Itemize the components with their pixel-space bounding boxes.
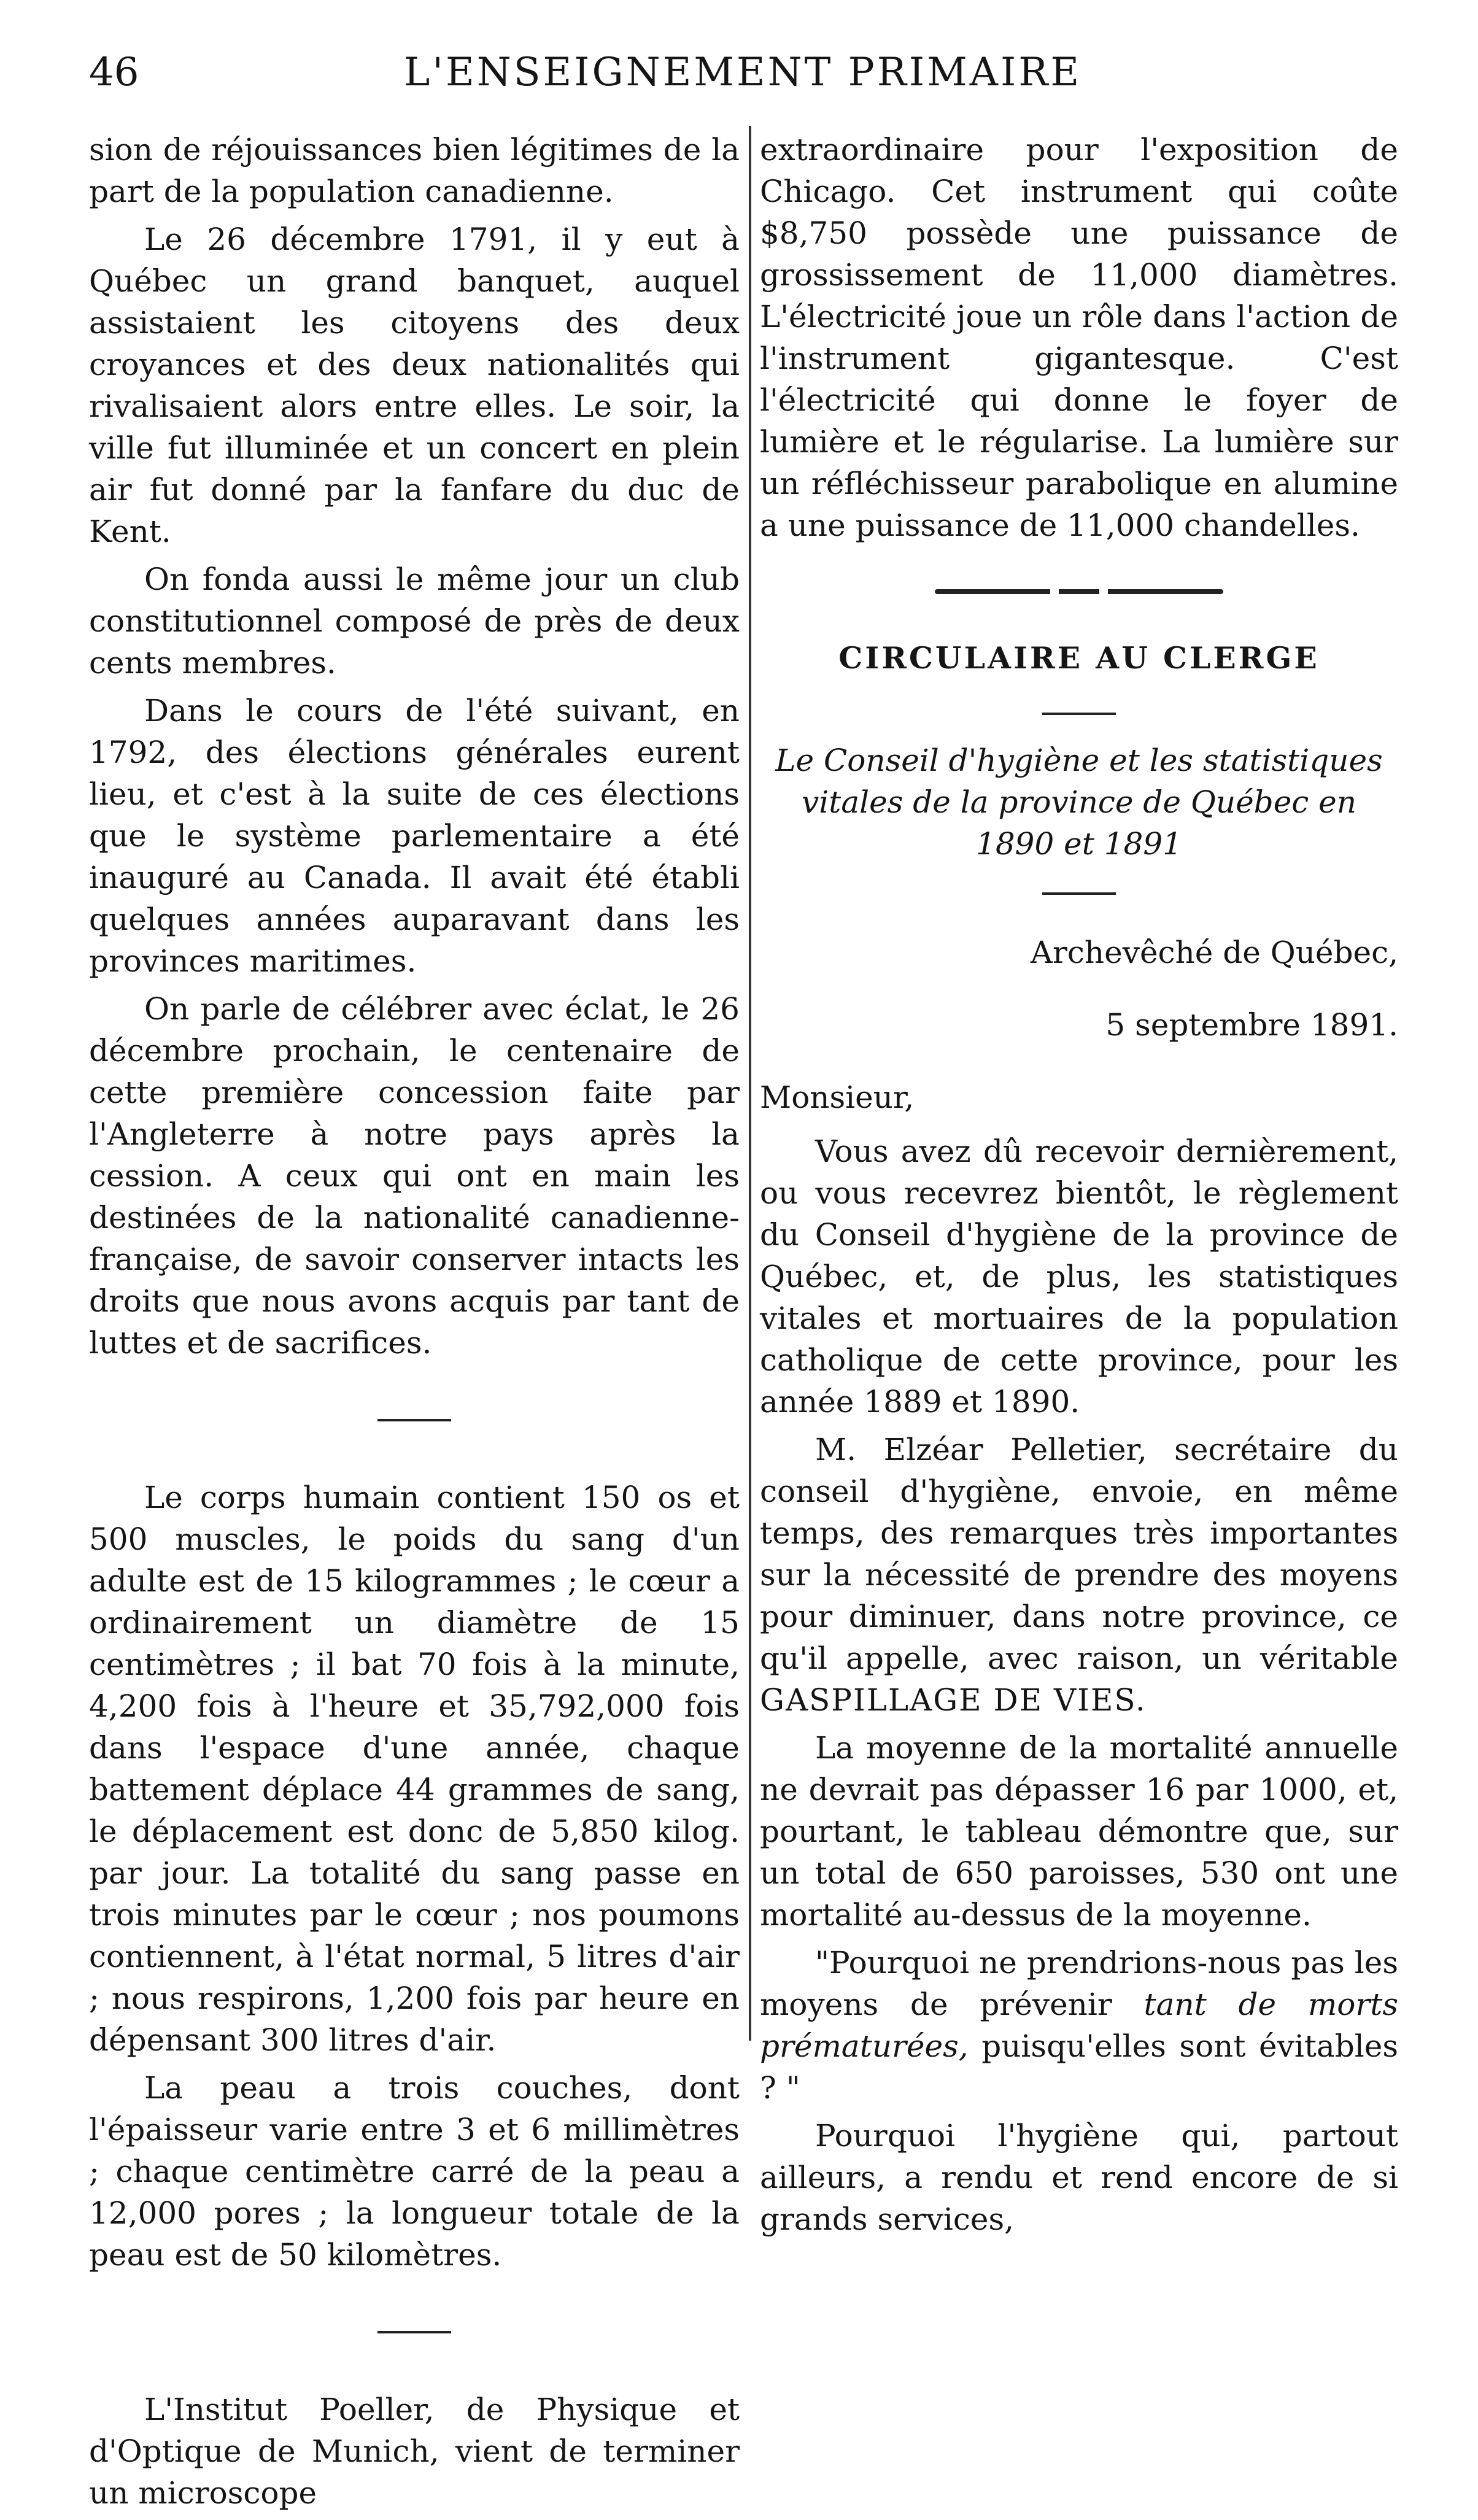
section-separator xyxy=(377,2331,451,2333)
right-paragraph-2-text: M. Elzéar Pelletier, secrétaire du conseil d'hygiène, envoie, en même temps, des remarques très importantes sur la nécessité de prendre des moyens pour diminuer, dans notre province, ce qu'il appelle, avec raison, un véritable xyxy=(760,1432,1398,1676)
right-paragraph-2 xyxy=(760,1429,1398,1721)
salutation: Monsieur, xyxy=(760,1080,915,1115)
left-column xyxy=(89,129,740,2520)
left-paragraph-5: On parle de célébrer avec éclat, le 26 décembre prochain, le centenaire de cette première concession faite par l'Angleterre à notre pays après la cession. A ceux qui ont en main les destinées de la nationalité canadienne-française, de savoir conserver intacts les droits que nous avons acquis par tant de luttes et de sacrifices. xyxy=(89,991,740,1361)
right-paragraph-1: Vous avez dû recevoir dernièrement, ou vous recevrez bientôt, le règlement du Conseil d'hygiène de la province de Québec, et, de plus, les statistiques vitales et mortuaires de la population catholique de cette province, pour les année 1889 et 1890. xyxy=(760,1134,1398,1420)
left-paragraph-2: Le 26 décembre 1791, il y eut à Québec un grand banquet, auquel assistaient les citoyens des deux croyances et des deux nationalités qui rivalisaient alors entre elles. Le soir, la ville fut illuminée et un concert en plein air fut donné par la fanfare du duc de Kent. xyxy=(89,222,740,549)
left-paragraph-8: L'Institut Poeller, de Physique et d'Optique de Munich, vient de terminer un microscope xyxy=(89,2392,740,2511)
right-paragraph-3: La moyenne de la mortalité annuelle ne devrait pas dépasser 16 par 1000, et, pourtant, le tableau démontre que, sur un total de 650 paroisses, 530 ont une mortalité au-dessus de la moyenne. xyxy=(760,1730,1398,1933)
left-paragraph-6: Le corps humain contient 150 os et 500 muscles, le poids du sang d'un adulte est de 15 kilogrammes ; le cœur a ordinairement un diamètre de 15 centimètres ; il bat 70 fois à la minute, 4,200 fois à l'heure et 35,792,000 fois dans l'espace d'une année, chaque battement déplace 44 grammes de sang, le déplacement est donc de 5,850 kilog. par jour. La totalité du sang passe en trois minutes par le cœur ; nos poumons contiennent, à l'état normal, 5 litres d'air ; nous respirons, 1,200 fois par heure en dépensant 300 litres d'air. xyxy=(89,1480,740,2058)
left-paragraph-7: La peau a trois couches, dont l'épaisseur varie entre 3 et 6 millimètres ; chaque centimètre carré de la peau a 12,000 pores ; la longueur totale de la peau est de 50 kilomètres. xyxy=(89,2070,740,2273)
quote-end: puisqu'elles sont évitables ? " xyxy=(760,2028,1398,2106)
left-paragraph-3: On fonda aussi le même jour un club constitutionnel composé de près de deux cents membres. xyxy=(89,562,740,681)
ornamental-divider xyxy=(935,589,1223,594)
right-column xyxy=(760,129,1398,2246)
italic-phrase: tant de morts prématurées, xyxy=(760,1987,1399,2064)
quote-start: "Pourquoi ne prendrions-nous pas les moyens de prévenir xyxy=(760,1945,1398,2022)
right-opening-paragraph: extraordinaire pour l'exposition de Chicago. Cet instrument qui coûte $8,750 possède une puissance de grossissement de 11,000 diamètres. L'électricité joue un rôle dans l'action de l'instrument gigantesque. C'est l'électricité qui donne le foyer de lumière et le régularise. La lumière sur un réfléchisseur parabolique en alumine a une puissance de 11,000 chandelles. xyxy=(760,132,1398,543)
right-paragraph-5: Pourquoi l'hygiène qui, partout ailleurs, a rendu et rend encore de si grands services, xyxy=(760,2118,1398,2237)
left-paragraph-1: sion de réjouissances bien légitimes de la part de la population canadienne. xyxy=(89,132,740,209)
letter-place: Archevêché de Québec, xyxy=(1030,935,1398,970)
page-header xyxy=(89,38,1396,106)
column-divider xyxy=(749,126,751,2041)
page-number: 46 xyxy=(89,50,139,95)
letter-date: 5 septembre 1891. xyxy=(1105,1007,1398,1043)
emphasized-phrase: GASPILLAGE DE VIES. xyxy=(760,1682,1147,1718)
section-title: CIRCULAIRE AU CLERGE xyxy=(838,640,1320,676)
right-paragraph-4 xyxy=(760,1942,1398,2109)
running-title: L'ENSEIGNEMENT PRIMAIRE xyxy=(403,50,1082,95)
left-paragraph-4: Dans le cours de l'été suivant, en 1792, des élections générales eurent lieu, et c'est à la suite de ces élections que le système parlementaire a été inauguré au Canada. Il avait été établi quelques années auparavant dans les provinces maritimes. xyxy=(89,693,740,979)
subtitle-separator xyxy=(1042,892,1116,895)
article-subtitle: Le Conseil d'hygiène et les statistiques vitales de la province de Québec en 1890 et 1891 xyxy=(775,743,1383,862)
title-separator xyxy=(1042,713,1116,715)
section-separator xyxy=(377,1419,451,1421)
